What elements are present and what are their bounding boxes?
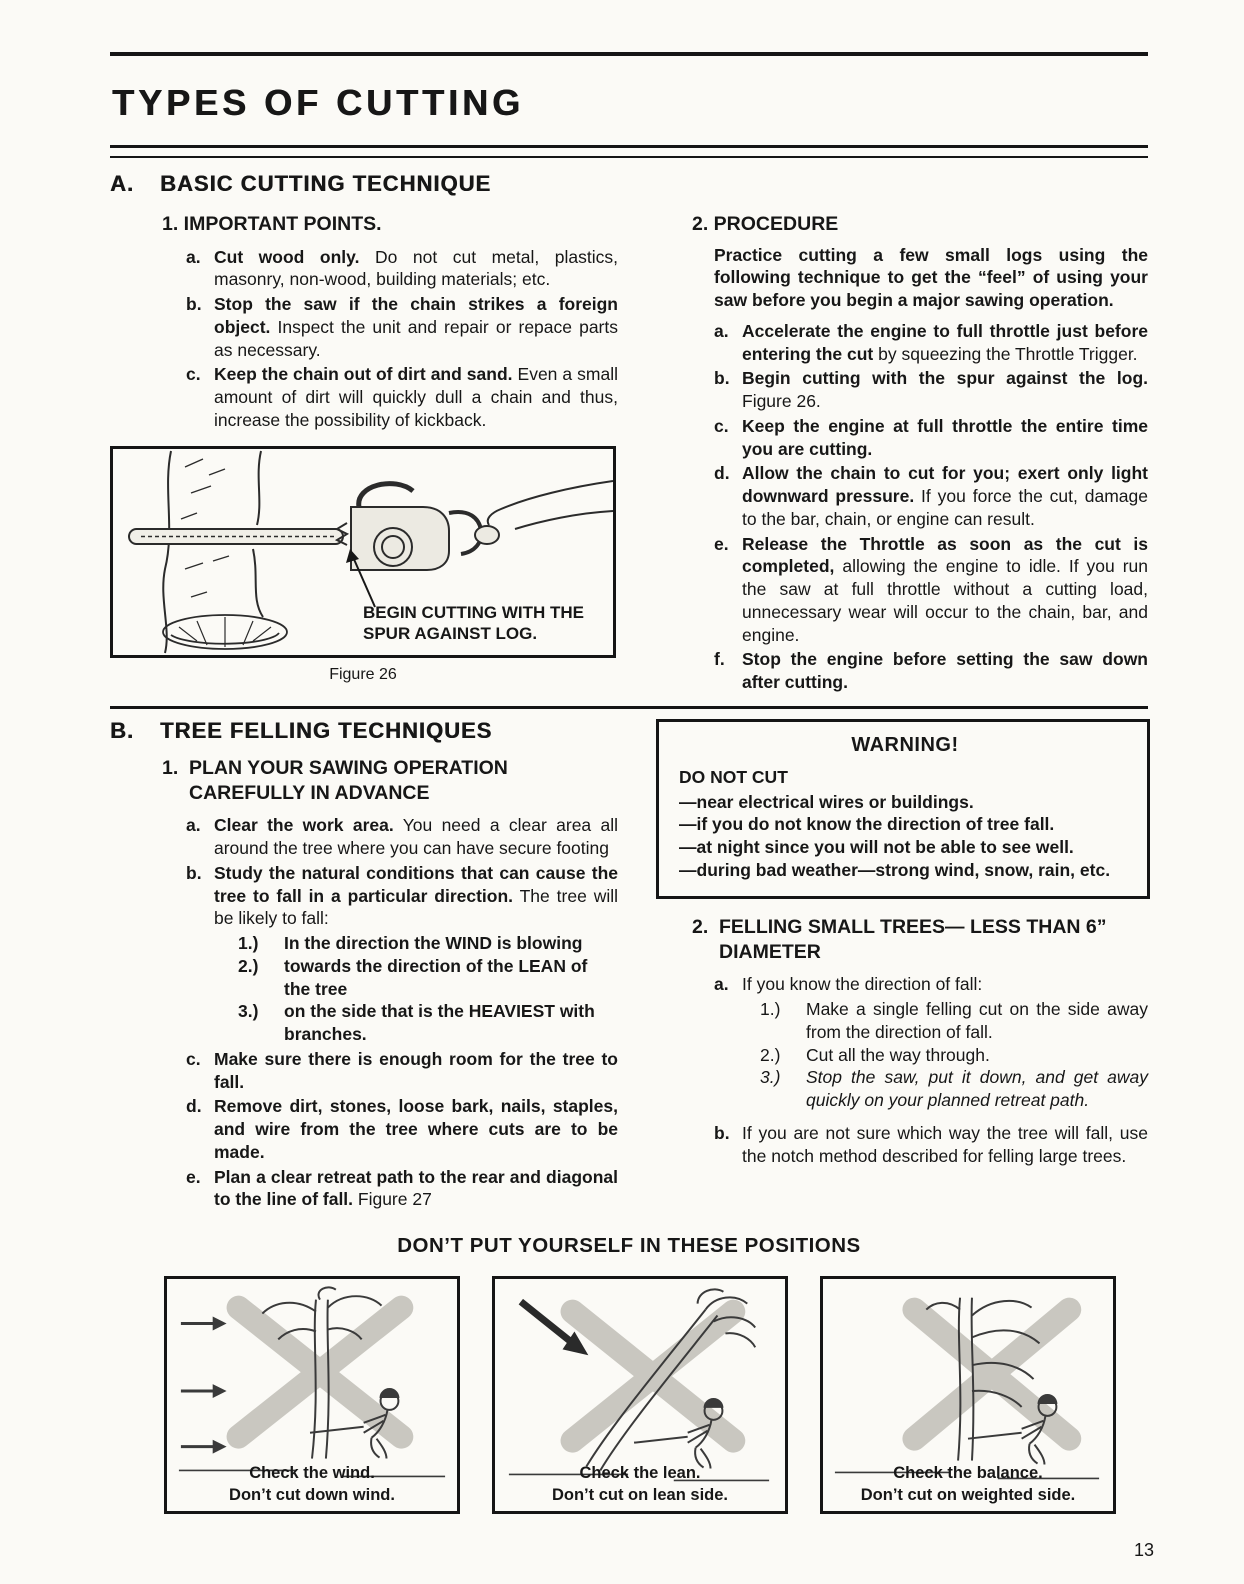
- tree-trunk: [163, 451, 263, 653]
- item-letter: e.: [714, 533, 729, 554]
- sub-item: [238, 1000, 618, 1046]
- plan-title: PLAN YOUR SAWING OPERATION CAREFULLY IN ADVANCE: [189, 756, 508, 804]
- procedure-heading: 2. PROCEDURE: [692, 213, 839, 236]
- position-figure-lean: [492, 1276, 788, 1514]
- warning-line: —if you do not know the direction of tree fall.: [679, 814, 1055, 835]
- section-a-label: A.: [110, 170, 134, 196]
- item-letter: a.: [186, 246, 201, 267]
- positions-heading: DON’T PUT YOURSELF IN THESE POSITIONS: [397, 1234, 861, 1258]
- section-a-title: BASIC CUTTING TECHNIQUE: [160, 170, 491, 196]
- wind-arrows: [181, 1316, 227, 1453]
- item-text: If you know the direction of fall:: [742, 974, 983, 995]
- sub-item-number: 1.): [238, 933, 259, 954]
- item-text: Begin cutting with the spur against the log. Figure 26.: [742, 368, 1148, 412]
- top-rule: [110, 52, 1148, 56]
- caption-line-2: Don’t cut on lean side.: [551, 1485, 728, 1504]
- item-letter: c.: [714, 415, 729, 436]
- list-item: [714, 533, 1148, 647]
- item-letter: b.: [186, 862, 202, 883]
- list-item: [186, 862, 618, 930]
- warning-title: WARNING!: [851, 733, 959, 756]
- sub-item-number: 3.): [238, 1001, 259, 1022]
- fall-conditions-list: [238, 932, 618, 1046]
- section-b-left-column: [110, 717, 618, 1213]
- caption-line-1: Check the balance.: [893, 1464, 1043, 1483]
- step-text: Cut all the way through.: [806, 1044, 990, 1065]
- warning-box: [656, 719, 1150, 899]
- item-text: Stop the engine before setting the saw down after cutting.: [742, 649, 1148, 693]
- important-points-heading: 1. IMPORTANT POINTS.: [162, 213, 382, 236]
- item-text: Plan a clear retreat path to the rear and diagonal to the line of fall. Figure 27: [214, 1166, 618, 1210]
- operator-hand: [475, 481, 613, 544]
- section-a-right-column: [692, 212, 1148, 696]
- caption-line-2: SPUR AGAINST LOG.: [363, 624, 538, 644]
- list-item: [714, 648, 1148, 694]
- sub-item: [238, 955, 618, 1001]
- guide-bar: [129, 529, 343, 544]
- felling-list: [714, 973, 1148, 1167]
- item-letter: d.: [186, 1096, 202, 1117]
- section-b-title: TREE FELLING TECHNIQUES: [160, 717, 493, 743]
- sub-item-text: In the direction the WIND is blowing: [284, 933, 583, 954]
- caption-line-1: Check the wind.: [249, 1464, 375, 1483]
- caption-line-1: Check the lean.: [579, 1464, 701, 1483]
- section-divider: [110, 706, 1148, 709]
- section-b-body: [110, 717, 1148, 1213]
- procedure-list: [714, 320, 1148, 694]
- list-item: [714, 1122, 1148, 1168]
- list-item: [186, 293, 618, 361]
- section-b-right-column: [679, 717, 1148, 1169]
- figure-26-inline-caption: [363, 602, 609, 645]
- item-text: Keep the chain out of dirt and sand. Even a small amount of dirt will quickly dull a chain and thus, increase the possibility of kickback.: [214, 364, 618, 430]
- caption-line-2: Don’t cut on weighted side.: [860, 1485, 1076, 1504]
- item-text: Cut wood only. Do not cut metal, plastics, masonry, non-wood, building materials; etc.: [214, 246, 618, 290]
- figure-caption: [495, 1463, 785, 1505]
- position-figure-wind: [164, 1276, 460, 1514]
- section-a-body: [110, 212, 1148, 696]
- item-letter: a.: [714, 320, 729, 341]
- sub-item: [238, 932, 618, 955]
- step-number: 1.): [760, 999, 781, 1020]
- item-text: Allow the chain to cut for you; exert only light downward pressure. If you force the cut, damage to the bar, chain, or engine can result.: [742, 463, 1148, 529]
- warning-line: —during bad weather—strong wind, snow, rain, etc.: [679, 859, 1111, 880]
- felling-steps: [760, 998, 1148, 1112]
- item-letter: e.: [186, 1166, 201, 1187]
- item-letter: c.: [186, 364, 201, 385]
- item-text: Stop the saw if the chain strikes a foreign object. Inspect the unit and repair or repace parts as necessary.: [214, 294, 618, 360]
- felling-number: 2.: [692, 915, 709, 938]
- procedure-intro: Practice cutting a few small logs using the following technique to get the “feel” of using your saw before you begin a major sawing operation.: [714, 244, 1148, 311]
- step-text: Make a single felling cut on the side away from the direction of fall.: [806, 999, 1148, 1042]
- list-item: [714, 415, 1148, 461]
- item-letter: a.: [186, 815, 201, 836]
- page-title: TYPES OF CUTTING: [112, 82, 525, 123]
- list-item: [186, 814, 618, 860]
- felling-heading: [692, 915, 1148, 966]
- caption-line-1: BEGIN CUTTING WITH THE: [363, 603, 584, 623]
- log-cross-section: [163, 615, 287, 649]
- list-item: [714, 973, 1148, 996]
- item-letter: d.: [714, 463, 730, 484]
- step-number: 3.): [760, 1067, 781, 1088]
- warning-subheading: DO NOT CUT: [679, 766, 788, 787]
- item-text: Keep the engine at full throttle the entire time you are cutting.: [742, 415, 1148, 459]
- list-item: [186, 1048, 618, 1094]
- item-letter: b.: [714, 368, 730, 389]
- step-item: [760, 1044, 1148, 1067]
- sub-item-text: on the side that is the HEAVIEST with branches.: [284, 1001, 595, 1045]
- title-divider: [110, 145, 1148, 158]
- felling-title: FELLING SMALL TREES— LESS THAN 6” DIAMETER: [719, 915, 1107, 964]
- section-b-heading: [110, 717, 618, 746]
- item-text: Study the natural conditions that can cause the tree to fall in a particular direction. The tree will be likely to fall:: [214, 862, 618, 929]
- positions-figures: [164, 1276, 1148, 1514]
- position-figure-balance: [820, 1276, 1116, 1514]
- section-a-heading: [110, 170, 1148, 199]
- item-letter: f.: [714, 649, 725, 670]
- sub-item-text: towards the direction of the LEAN of the tree: [284, 955, 588, 999]
- item-text: Release the Throttle as soon as the cut is completed, allowing the engine to idle. If you run the saw at full throttle without a cutting load, unnecessary wear will occur to the chain, bar, and engine.: [742, 533, 1148, 645]
- warning-line: —near electrical wires or buildings.: [679, 791, 974, 812]
- item-letter: b.: [714, 1122, 730, 1143]
- list-item: [186, 246, 618, 292]
- list-item: [186, 1166, 618, 1212]
- plan-number: 1.: [162, 756, 179, 779]
- item-letter: c.: [186, 1048, 201, 1069]
- felling-small-trees: [692, 915, 1148, 1168]
- section-b-label: B.: [110, 717, 134, 743]
- list-item: [714, 367, 1148, 413]
- x-mark: [914, 1309, 1069, 1438]
- step-item: [760, 998, 1148, 1044]
- item-text: If you are not sure which way the tree will fall, use the notch method described for felling large trees.: [742, 1122, 1148, 1166]
- item-text: Accelerate the engine to full throttle just before entering the cut by squeezing the Throttle Trigger.: [742, 320, 1148, 364]
- figure-26: [110, 446, 618, 686]
- caption-line-2: Don’t cut down wind.: [229, 1485, 395, 1504]
- warning-line: —at night since you will not be able to see well.: [679, 837, 1074, 858]
- item-letter: a.: [714, 974, 729, 995]
- list-item: [714, 462, 1148, 530]
- item-text: Remove dirt, stones, loose bark, nails, staples, and wire from the tree where cuts are to be made.: [214, 1096, 618, 1162]
- step-text: Stop the saw, put it down, and get away quickly on your planned retreat path.: [806, 1067, 1148, 1111]
- figure-26-label: Figure 26: [329, 665, 397, 683]
- page-number: 13: [1133, 1539, 1154, 1560]
- section-a-left-column: [110, 212, 618, 685]
- figure-caption: [823, 1463, 1113, 1505]
- figure-26-frame: [110, 446, 616, 658]
- list-item: [186, 1095, 618, 1163]
- item-text: Make sure there is enough room for the tree to fall.: [214, 1048, 618, 1092]
- item-text: Clear the work area. You need a clear area all around the tree where you can have secure footing: [214, 815, 618, 859]
- important-points-list: [186, 246, 618, 432]
- engine-housing: [351, 483, 481, 569]
- step-number: 2.): [760, 1044, 781, 1065]
- step-item: [760, 1066, 1148, 1112]
- list-item: [186, 363, 618, 431]
- sub-item-number: 2.): [238, 955, 259, 976]
- plan-heading: [162, 756, 618, 807]
- plan-list: [186, 814, 618, 1211]
- item-letter: b.: [186, 294, 202, 315]
- list-item: [714, 320, 1148, 366]
- figure-caption: [167, 1463, 457, 1505]
